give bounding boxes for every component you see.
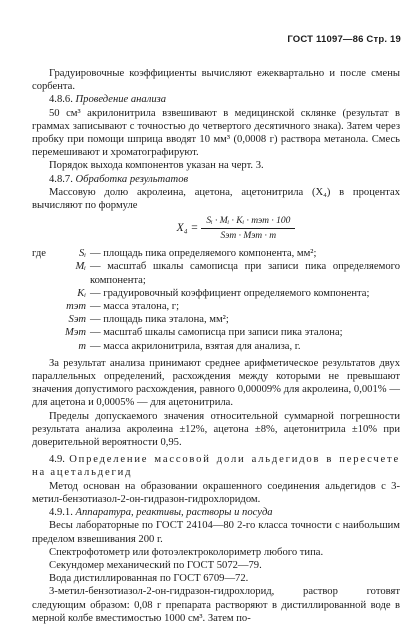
definition-symbol: mэт bbox=[66, 301, 86, 313]
formula-numerator: Sᵢ · Mᵢ · Kᵢ · mэт · 100 bbox=[201, 215, 295, 229]
definition-symbol: Sэт bbox=[68, 314, 86, 326]
definition-row bbox=[32, 287, 400, 300]
definition-symbol: Sᵢ bbox=[79, 248, 86, 260]
definition-row bbox=[32, 260, 400, 286]
definition-text: — градуировочный коэффициент определяемого компонента; bbox=[90, 287, 370, 299]
definition-symbol: Mэт bbox=[64, 327, 86, 339]
section-title: Аппаратура, реактивы, растворы и посуда bbox=[75, 507, 273, 519]
page-header: ГОСТ 11097—86 Стр. 19 bbox=[287, 34, 401, 45]
where-label: где bbox=[32, 248, 46, 260]
formula-denominator: Sэт · Mэт · m bbox=[220, 231, 277, 242]
formula-lhs: X₄ = bbox=[176, 222, 199, 235]
definition-symbol: Kᵢ bbox=[77, 287, 86, 299]
definition-text: — площадь пика определяемого компонента, мм²; bbox=[90, 248, 317, 260]
paragraph-coefficients: Градуировочные коэффициенты вычисляют ежеквартально и после смены сорбента. bbox=[32, 68, 400, 93]
formula bbox=[72, 215, 400, 242]
paragraph-stopwatch: Секундомер механический по ГОСТ 5072—79. bbox=[49, 559, 262, 571]
definition-text: — масса акрилонитрила, взятая для анализа, г. bbox=[90, 340, 301, 352]
definitions-list bbox=[32, 247, 400, 353]
section-number: 4.9.1. bbox=[49, 507, 73, 519]
section-number: 4.8.6. bbox=[49, 94, 73, 106]
paragraph-scales: Весы лабораторные по ГОСТ 24104—80 2-го класса точности с наибольшим пределом взвешивания 200 г. bbox=[32, 520, 400, 545]
section-4-8-7-heading bbox=[32, 173, 400, 186]
definition-row bbox=[32, 313, 400, 326]
section-4-9-heading bbox=[32, 453, 400, 479]
section-4-9-1-heading bbox=[32, 506, 400, 519]
paragraph-order: Порядок выхода компонентов указан на черт. 3. bbox=[49, 160, 264, 172]
section-title: Обработка результатов bbox=[75, 173, 189, 185]
definition-text: — масса эталона, г; bbox=[90, 301, 180, 313]
paragraph-method: Метод основан на образовании окрашенного соединения альдегидов с 3-метил-бензотиазол-2-он-гидразон-гидрохлоридом. bbox=[32, 480, 400, 505]
definition-text: — масштаб шкалы самописца при записи пика определяемого компонента; bbox=[90, 261, 400, 286]
paragraph-formula-intro: Массовую долю акролеина, ацетона, ацетонитрила (X₄) в процентах вычисляют по формуле bbox=[32, 186, 400, 212]
page-content bbox=[32, 67, 400, 625]
definition-text: — площадь пика эталона, мм²; bbox=[90, 314, 229, 326]
definition-row bbox=[32, 340, 400, 353]
paragraph-spectrophotometer: Спектрофотометр или фотоэлектроколориметр любого типа. bbox=[49, 546, 324, 558]
definition-symbol: Mᵢ bbox=[75, 261, 86, 273]
section-4-8-6-heading bbox=[32, 93, 400, 106]
definition-row bbox=[32, 326, 400, 339]
section-title: Проведение анализа bbox=[75, 94, 167, 106]
paragraph-error-limits: Пределы допускаемого значения относительной суммарной погрешности результата анализа акролеина ±12%, ацетона ±8%, ацетонитрила ±10% при доверительной вероятности 0,95. bbox=[32, 410, 400, 449]
section-title: Определение массовой доли альдегидов в пересчете на ацетальдегид bbox=[32, 454, 400, 479]
paragraph-water: Вода дистиллированная по ГОСТ 6709—72. bbox=[49, 573, 249, 585]
paragraph-reagent: 3-метил-бензотиазол-2-он-гидразон-гидрохлорид, раствор готовят следующим образом: 0,08 г препарата растворяют в дистиллированной воде в мерной колбе вместимостью 1000 см³. Затем по- bbox=[32, 586, 400, 624]
paragraph-analysis: 50 см³ акрилонитрила взвешивают в медицинской склянке (результат в граммах записывают с точностью до четвертого десятичного знака). Затем через пробку при помощи шприца вводят 10 мм³ (0,0008 г) раствора метанола. Смесь перемешивают и хроматографируют. bbox=[32, 107, 400, 159]
paragraph-result: За результат анализа принимают среднее арифметическое результатов двух параллельных определений, расхождения между которыми не превышают значения допустимого расхождения, равного 0,00009% для акролеина, 0,001% — для ацетона и 0,0005% — для ацетонитрила. bbox=[32, 357, 400, 409]
definition-row bbox=[32, 247, 400, 260]
definition-symbol: m bbox=[78, 340, 86, 352]
definition-text: — масштаб шкалы самописца при записи пика эталона; bbox=[90, 327, 343, 339]
definition-row bbox=[32, 300, 400, 313]
section-number: 4.9. bbox=[49, 454, 65, 466]
section-number: 4.8.7. bbox=[49, 173, 73, 185]
formula-fraction bbox=[201, 215, 295, 242]
